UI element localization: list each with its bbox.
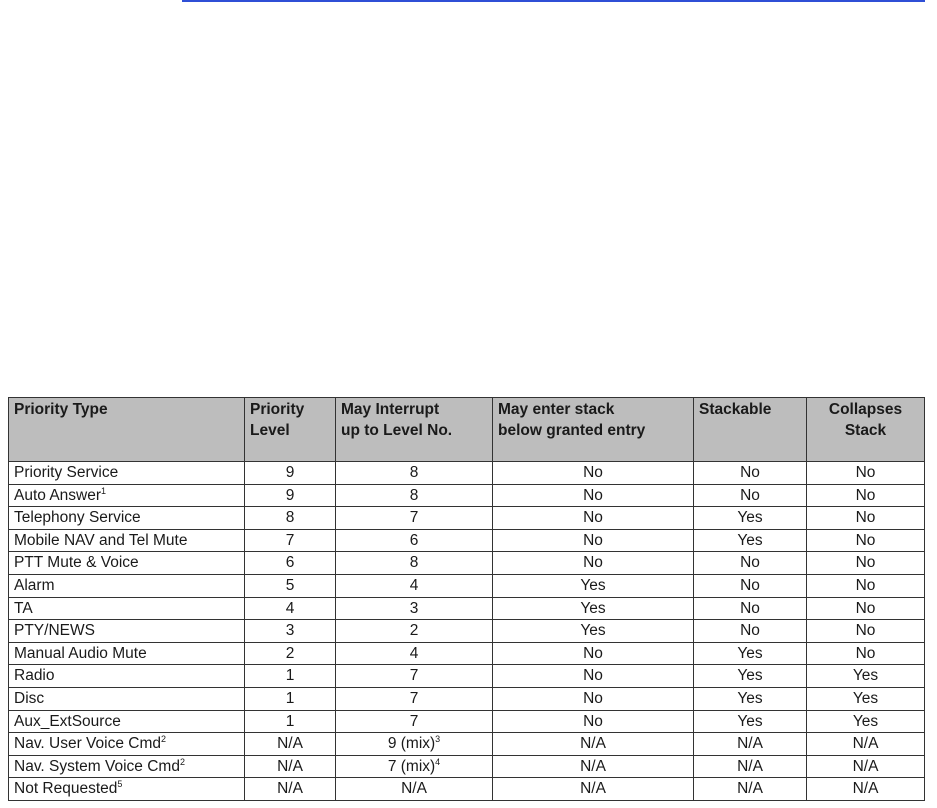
cell-text: Auto Answer [14,486,102,504]
cell-text: No [740,464,760,481]
cell-text: N/A [737,735,763,753]
footnote-marker: 3 [435,733,441,744]
table-cell-stackable [694,507,807,530]
cell-text: Yes [737,509,763,527]
cell-text: No [583,667,603,685]
cell-text: N/A [737,757,763,775]
table-cell-may-interrupt [336,665,493,688]
table-cell-priority-type [9,755,245,778]
table-cell-stackable [694,484,807,507]
table-cell-collapses-stack [807,620,925,643]
table-cell-collapses-stack [807,710,925,733]
cell-text: 1 [285,667,295,685]
cell-text: 8 [409,464,419,481]
cell-text: N/A [580,780,606,798]
table-cell-priority-type [9,733,245,756]
table-cell-may-interrupt [336,507,493,530]
cell-text: 9 [285,464,295,481]
column-header-line: May enter stack [498,401,615,418]
cell-text: No [583,486,603,504]
table-cell-priority-level [245,620,336,643]
table-cell-stackable [694,733,807,756]
table-cell-may-enter-stack [493,620,694,643]
cell-text: N/A [737,780,763,798]
cell-text: 7 [409,509,419,527]
table-cell-may-interrupt [336,687,493,710]
cell-text: Yes [580,576,606,594]
top-rule-line [182,0,925,2]
cell-text: Priority Service [14,464,119,481]
table-cell-collapses-stack [807,733,925,756]
table-cell-may-interrupt [336,484,493,507]
table-cell-priority-level [245,552,336,575]
table-cell-priority-level [245,778,336,801]
table-cell-may-interrupt [336,462,493,485]
table-cell-priority-level [245,462,336,485]
cell-text: No [583,509,603,527]
cell-text: 6 [409,531,419,549]
table-row [9,710,925,733]
cell-text: 7 [409,689,419,707]
cell-text: No [583,464,603,481]
table-cell-may-interrupt [336,620,493,643]
table-cell-stackable [694,574,807,597]
table-cell-priority-level [245,484,336,507]
cell-text: 9 [285,486,295,504]
cell-text: No [855,599,876,617]
cell-text: No [855,576,876,594]
cell-text: N/A [852,757,879,775]
column-header-line: up to Level No. [341,422,453,439]
table-row [9,665,925,688]
cell-text: 6 [285,554,295,572]
table-cell-priority-type [9,574,245,597]
table-cell-collapses-stack [807,665,925,688]
cell-text: N/A [277,780,303,798]
cell-text: Disc [14,689,45,707]
cell-text: No [583,531,603,549]
table-cell-priority-type [9,529,245,552]
column-header-line: Stack [844,422,887,439]
table-row [9,529,925,552]
cell-text: 3 [285,622,295,640]
column-header-line: Level [250,422,290,439]
cell-text: No [740,486,760,504]
table-cell-stackable [694,462,807,485]
table-cell-may-enter-stack [493,597,694,620]
cell-text: 3 [409,599,419,617]
cell-text: 4 [409,644,419,662]
cell-text: Yes [852,712,879,730]
table-cell-collapses-stack [807,462,925,485]
cell-text: Aux_ExtSource [14,712,121,730]
cell-text: Radio [14,667,55,685]
cell-text: No [855,554,876,572]
table-row [9,642,925,665]
cell-text: Nav. System Voice Cmd [14,757,180,775]
table-cell-may-interrupt [336,733,493,756]
table-cell-priority-level [245,755,336,778]
cell-text: N/A [852,735,879,753]
table-cell-collapses-stack [807,552,925,575]
cell-text: 9 (mix) [387,735,436,753]
cell-text: 8 [409,554,419,572]
priority-table [8,397,925,801]
table-row [9,687,925,710]
table-cell-may-enter-stack [493,733,694,756]
table-cell-priority-level [245,529,336,552]
table-cell-priority-type [9,597,245,620]
table-cell-stackable [694,597,807,620]
table-cell-may-enter-stack [493,529,694,552]
column-header-line: Collapses [828,401,903,418]
table-cell-may-enter-stack [493,778,694,801]
cell-text: 4 [409,576,419,594]
table-row [9,755,925,778]
cell-text: 8 [409,486,419,504]
table-cell-priority-level [245,507,336,530]
table-cell-collapses-stack [807,574,925,597]
table-cell-may-enter-stack [493,507,694,530]
cell-text: 7 [409,712,419,730]
table-cell-priority-level [245,665,336,688]
table-cell-may-enter-stack [493,642,694,665]
footnote-marker: 2 [161,733,167,744]
cell-text: Not Requested [14,780,118,798]
table-cell-priority-level [245,687,336,710]
table-cell-priority-type [9,552,245,575]
table-row [9,733,925,756]
cell-text: Yes [737,712,763,730]
cell-text: 2 [285,644,295,662]
table-row [9,574,925,597]
cell-text: Manual Audio Mute [14,644,147,662]
table-cell-may-interrupt [336,710,493,733]
table-cell-may-interrupt [336,755,493,778]
cell-text: Nav. User Voice Cmd [14,735,162,753]
footnote-marker: 1 [101,485,107,496]
table-cell-priority-level [245,597,336,620]
cell-text: Yes [737,689,763,707]
cell-text: Yes [580,599,606,617]
cell-text: Yes [580,622,606,640]
cell-text: 7 [285,531,295,549]
cell-text: 8 [285,509,295,527]
table-cell-may-interrupt [336,552,493,575]
footnote-marker: 2 [179,756,185,767]
table-cell-stackable [694,642,807,665]
cell-text: Mobile NAV and Tel Mute [14,531,188,549]
cell-text: Yes [737,667,763,685]
cell-text: TA [14,599,33,617]
cell-text: Yes [852,689,879,707]
table-cell-may-enter-stack [493,755,694,778]
table-cell-may-interrupt [336,597,493,620]
table-cell-may-interrupt [336,529,493,552]
table-cell-stackable [694,665,807,688]
table-cell-may-interrupt [336,778,493,801]
table-row [9,778,925,801]
cell-text: 7 (mix) [387,757,436,775]
cell-text: No [740,622,760,640]
cell-text: PTT Mute & Voice [14,554,139,572]
cell-text: Telephony Service [14,509,141,527]
table-cell-collapses-stack [807,529,925,552]
cell-text: 1 [285,712,295,730]
table-cell-may-interrupt [336,642,493,665]
cell-text: N/A [401,780,427,798]
cell-text: No [740,599,760,617]
table-cell-stackable [694,552,807,575]
table-row [9,462,925,485]
table-cell-priority-type [9,462,245,485]
cell-text: 5 [285,576,295,594]
table-cell-collapses-stack [807,642,925,665]
table-cell-stackable [694,620,807,643]
table-cell-collapses-stack [807,597,925,620]
table-cell-priority-type [9,507,245,530]
column-header-priority-type [9,398,245,462]
column-header-priority-level [245,398,336,462]
table-cell-collapses-stack [807,778,925,801]
table-cell-priority-type [9,778,245,801]
column-header-line: below granted entry [498,422,646,439]
table-cell-stackable [694,529,807,552]
table-cell-may-enter-stack [493,687,694,710]
table-cell-collapses-stack [807,687,925,710]
column-header-line: Priority Type [14,401,108,418]
table-cell-priority-type [9,484,245,507]
column-header-may-enter-stack [493,398,694,462]
table-cell-stackable [694,710,807,733]
cell-text: N/A [277,735,303,753]
table-row [9,484,925,507]
table-cell-priority-level [245,733,336,756]
table-cell-priority-type [9,665,245,688]
footnote-marker: 5 [117,779,123,790]
cell-text: No [583,712,603,730]
table-cell-priority-level [245,710,336,733]
table-row [9,620,925,643]
cell-text: N/A [277,757,303,775]
table-row [9,507,925,530]
table-cell-may-enter-stack [493,484,694,507]
column-header-stackable [694,398,807,462]
cell-text: No [583,689,603,707]
cell-text: Yes [852,667,879,685]
cell-text: No [583,644,603,662]
table-cell-may-interrupt [336,574,493,597]
table-cell-stackable [694,755,807,778]
cell-text: 2 [409,622,419,640]
table-row [9,552,925,575]
table-cell-collapses-stack [807,507,925,530]
column-header-line: May Interrupt [341,401,440,418]
cell-text: No [740,554,760,572]
column-header-line: Stackable [699,401,772,418]
table-cell-may-enter-stack [493,574,694,597]
cell-text: No [855,531,876,549]
cell-text: N/A [580,735,606,753]
table-cell-priority-type [9,620,245,643]
cell-text: Alarm [14,576,55,594]
cell-text: Yes [737,531,763,549]
table-cell-stackable [694,687,807,710]
table-cell-may-enter-stack [493,665,694,688]
cell-text: No [855,622,876,640]
table-cell-may-enter-stack [493,710,694,733]
cell-text: N/A [852,780,879,798]
table-row [9,597,925,620]
priority-table-container [8,397,925,801]
cell-text: No [583,554,603,572]
cell-text: PTY/NEWS [14,622,95,640]
table-cell-priority-level [245,574,336,597]
cell-text: 7 [409,667,419,685]
table-cell-priority-type [9,710,245,733]
cell-text: N/A [580,757,606,775]
column-header-line: Priority [250,401,305,418]
table-cell-may-enter-stack [493,552,694,575]
table-cell-collapses-stack [807,755,925,778]
cell-text: 4 [285,599,295,617]
table-body [9,462,925,801]
column-header-may-interrupt [336,398,493,462]
table-cell-priority-type [9,687,245,710]
cell-text: No [855,486,876,504]
footnote-marker: 4 [435,756,441,767]
table-cell-stackable [694,778,807,801]
cell-text: No [855,509,876,527]
cell-text: No [855,644,876,662]
table-cell-priority-type [9,642,245,665]
table-cell-collapses-stack [807,484,925,507]
table-cell-may-enter-stack [493,462,694,485]
cell-text: Yes [737,644,763,662]
cell-text: No [855,464,876,481]
cell-text: No [740,576,760,594]
table-header-row [9,398,925,462]
column-header-collapses-stack [807,398,925,462]
cell-text: 1 [285,689,295,707]
table-cell-priority-level [245,642,336,665]
